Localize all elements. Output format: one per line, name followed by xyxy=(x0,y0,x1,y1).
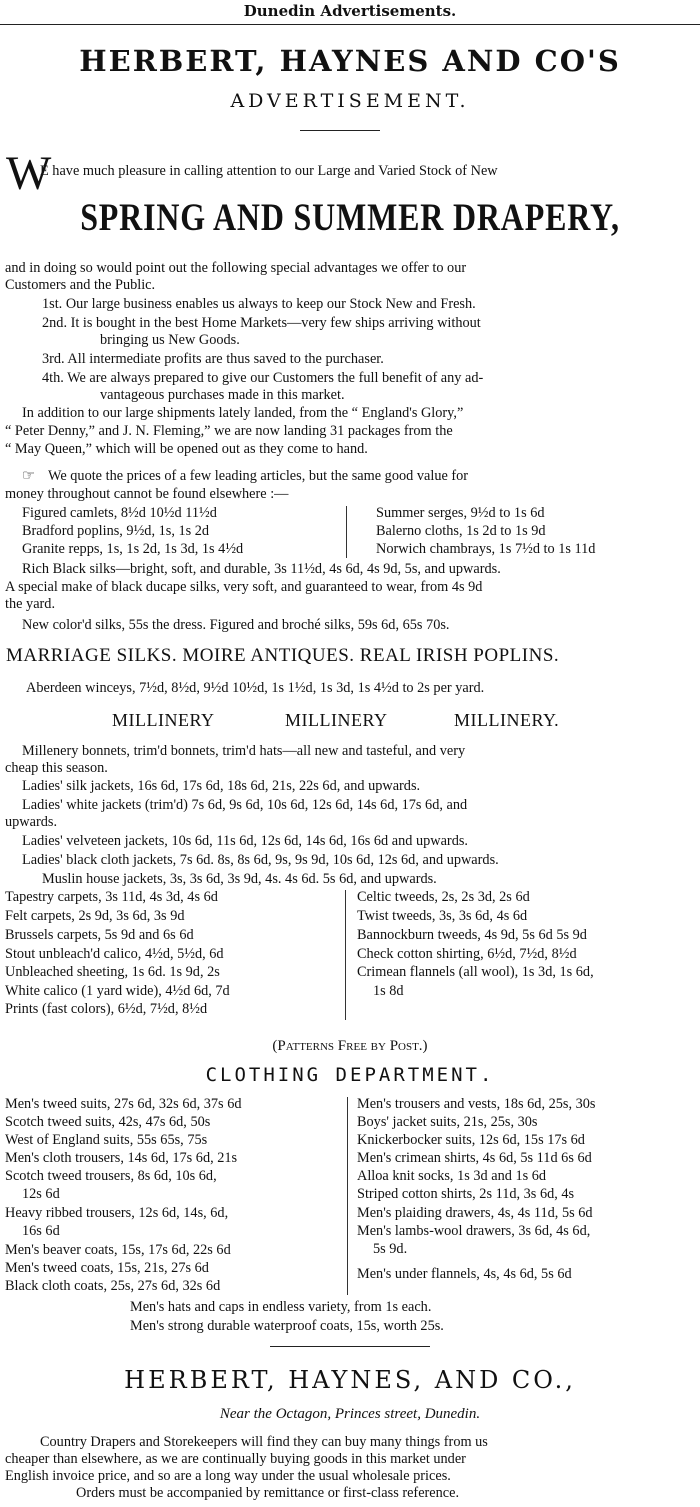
silk-line: A special make of black ducape silks, very soft, and guaranteed to wear, from 4s 9d xyxy=(5,579,483,595)
price-left-item: Bradford poplins, 9½d, 1s, 1s 2d xyxy=(22,523,210,539)
goods-right-item: Check cotton shirting, 6½d, 7½d, 8½d xyxy=(357,946,577,962)
short-rule xyxy=(300,130,380,131)
goods-right-item: Crimean flannels (all wool), 1s 3d, 1s 6d, xyxy=(357,964,594,980)
advertisement-subtitle: ADVERTISEMENT. xyxy=(230,90,470,112)
silk-line: New color'd silks, 55s the dress. Figured and broché silks, 59s 6d, 65s 70s. xyxy=(22,617,450,633)
silk-heading: MARRIAGE SILKS. MOIRE ANTIQUES. REAL IRISH POPLINS. xyxy=(6,645,560,666)
goods-right-item: Bannockburn tweeds, 4s 9d, 5s 6d 5s 9d xyxy=(357,927,587,943)
clothing-left-item: Scotch tweed suits, 42s, 47s 6d, 50s xyxy=(5,1114,211,1130)
footer-line: Country Drapers and Storekeepers will find they can buy many things from us xyxy=(40,1434,488,1450)
clothing-left-item: Men's cloth trousers, 14s 6d, 17s 6d, 21s xyxy=(5,1150,238,1166)
millinery-line: Ladies' white jackets (trim'd) 7s 6d, 9s 6d, 10s 6d, 12s 6d, 14s 6d, 17s 6d, and xyxy=(22,797,468,813)
goods-left-item: Brussels carpets, 5s 9d and 6s 6d xyxy=(5,927,194,943)
hats-line: Men's hats and caps in endless variety, from 1s each. xyxy=(130,1299,432,1315)
column-divider xyxy=(345,890,346,1020)
clothing-left-item: 12s 6d xyxy=(22,1186,60,1202)
clothing-right-item: Knickerbocker suits, 12s 6d, 15s 17s 6d xyxy=(357,1132,585,1148)
point-item: 1st. Our large business enables us always to keep our Stock New and Fresh. xyxy=(42,296,476,312)
column-divider xyxy=(346,506,347,558)
clothing-right-item: Men's lambs-wool drawers, 3s 6d, 4s 6d, xyxy=(357,1223,591,1239)
millinery-line: Ladies' velveteen jackets, 10s 6d, 11s 6d, 12s 6d, 14s 6d, 16s 6d and upwards. xyxy=(22,833,468,849)
shipment-line: “ May Queen,” which will be opened out as they come to hand. xyxy=(5,441,368,457)
winceys-line: Aberdeen winceys, 7½d, 8½d, 9½d 10½d, 1s 1½d, 1s 3d, 1s 4½d to 2s per yard. xyxy=(26,680,485,696)
clothing-left-item: West of England suits, 55s 65s, 75s xyxy=(5,1132,208,1148)
header-rule xyxy=(0,24,700,25)
millinery-line: Ladies' silk jackets, 16s 6d, 17s 6d, 18s 6d, 21s, 22s 6d, and upwards. xyxy=(22,778,421,794)
clothing-left-item: Men's beaver coats, 15s, 17s 6d, 22s 6d xyxy=(5,1242,231,1258)
intro-line: E have much pleasure in calling attention to our Large and Varied Stock of New xyxy=(40,163,498,179)
goods-right-item: Celtic tweeds, 2s, 2s 3d, 2s 6d xyxy=(357,889,530,905)
price-left-item: Granite repps, 1s, 1s 2d, 1s 3d, 1s 4½d xyxy=(22,541,244,557)
point-item: 4th. We are always prepared to give our Customers the full benefit of any ad- xyxy=(42,370,484,386)
goods-left-item: Stout unbleach'd calico, 4½d, 5½d, 6d xyxy=(5,946,224,962)
point-item: 3rd. All intermediate profits are thus saved to the purchaser. xyxy=(42,351,384,367)
goods-left-item: Unbleached sheeting, 1s 6d. 1s 9d, 2s xyxy=(5,964,220,980)
intro-line: and in doing so would point out the following special advantages we offer to our xyxy=(5,260,467,276)
millinery-heading: MILLINERY xyxy=(285,710,388,730)
clothing-right-item: 5s 9d. xyxy=(373,1241,408,1257)
point-item: 2nd. It is bought in the best Home Markets—very few ships arriving without xyxy=(42,315,481,331)
headline: SPRING AND SUMMER DRAPERY, xyxy=(80,196,620,239)
silk-line: the yard. xyxy=(5,596,56,612)
clothing-left-item: Heavy ribbed trousers, 12s 6d, 14s, 6d, xyxy=(5,1205,229,1221)
goods-right-item: 1s 8d xyxy=(373,983,404,999)
goods-left-item: White calico (1 yard wide), 4½d 6d, 7d xyxy=(5,983,230,999)
goods-left-item: Tapestry carpets, 3s 11d, 4s 3d, 4s 6d xyxy=(5,889,218,905)
footer-line: cheaper than elsewhere, as we are continually buying goods in this market under xyxy=(5,1451,466,1467)
point-item: vantageous purchases made in this market. xyxy=(100,387,345,403)
clothing-heading: CLOTHING DEPARTMENT. xyxy=(205,1064,495,1086)
patterns-note: (Patterns Free by Post.) xyxy=(272,1038,428,1054)
millinery-line: Muslin house jackets, 3s, 3s 6d, 3s 9d, 4s. 4s 6d. 5s 6d, and upwards. xyxy=(42,871,437,887)
goods-right-item: Twist tweeds, 3s, 3s 6d, 4s 6d xyxy=(357,908,528,924)
goods-left-item: Prints (fast colors), 6½d, 7½d, 8½d xyxy=(5,1001,208,1017)
clothing-right-item: Boys' jacket suits, 21s, 25s, 30s xyxy=(357,1114,538,1130)
intro-line: Customers and the Public. xyxy=(5,277,156,293)
pointing-hand-icon: ☞ xyxy=(22,468,35,484)
clothing-right-item: Striped cotton shirts, 2s 11d, 3s 6d, 4s xyxy=(357,1186,575,1202)
footer-line: English invoice price, and so are a long way under the usual wholesale prices. xyxy=(5,1468,451,1484)
firm-name: HERBERT, HAYNES AND CO'S xyxy=(79,44,621,78)
silk-line: Rich Black silks—bright, soft, and durable, 3s 11½d, 4s 6d, 4s 9d, 5s, and upwards. xyxy=(22,561,501,577)
price-right-item: Summer serges, 9½d to 1s 6d xyxy=(376,505,545,521)
clothing-right-item: Alloa knit socks, 1s 3d and 1s 6d xyxy=(357,1168,547,1184)
column-divider xyxy=(347,1097,348,1295)
millinery-line: Millenery bonnets, trim'd bonnets, trim'd hats—all new and tasteful, and very xyxy=(22,743,466,759)
point-item: bringing us New Goods. xyxy=(100,332,240,348)
clothing-right-item: Men's trousers and vests, 18s 6d, 25s, 30s xyxy=(357,1096,596,1112)
footer-line: Orders must be accompanied by remittance or first-class reference. xyxy=(76,1485,460,1501)
price-left-item: Figured camlets, 8½d 10½d 11½d xyxy=(22,505,217,521)
short-rule xyxy=(270,1346,430,1347)
shipment-line: In addition to our large shipments lately landed, from the “ England's Glory,” xyxy=(22,405,464,421)
clothing-right-item: Men's under flannels, 4s, 4s 6d, 5s 6d xyxy=(357,1266,572,1282)
dropcap: W xyxy=(6,147,52,200)
price-right-item: Norwich chambrays, 1s 7½d to 1s 11d xyxy=(376,541,596,557)
shipment-line: “ Peter Denny,” and J. N. Fleming,” we are now landing 31 packages from the xyxy=(5,423,453,439)
footer-firm-name: HERBERT, HAYNES, AND CO., xyxy=(124,1366,576,1394)
millinery-heading: MILLINERY. xyxy=(454,710,560,730)
goods-left-item: Felt carpets, 2s 9d, 3s 6d, 3s 9d xyxy=(5,908,185,924)
page-header: Dunedin Advertisements. xyxy=(243,2,457,20)
clothing-left-item: Black cloth coats, 25s, 27s 6d, 32s 6d xyxy=(5,1278,221,1294)
price-right-item: Balerno cloths, 1s 2d to 1s 9d xyxy=(376,523,546,539)
clothing-left-item: Men's tweed coats, 15s, 21s, 27s 6d xyxy=(5,1260,209,1276)
clothing-left-item: Scotch tweed trousers, 8s 6d, 10s 6d, xyxy=(5,1168,217,1184)
clothing-right-item: Men's crimean shirts, 4s 6d, 5s 11d 6s 6d xyxy=(357,1150,592,1166)
quote-line: We quote the prices of a few leading articles, but the same good value for xyxy=(48,468,469,484)
footer-address: Near the Octagon, Princes street, Dunedin. xyxy=(219,1406,481,1422)
hats-line: Men's strong durable waterproof coats, 15s, worth 25s. xyxy=(130,1318,444,1334)
millinery-line: cheap this season. xyxy=(5,760,108,776)
clothing-left-item: Men's tweed suits, 27s 6d, 32s 6d, 37s 6d xyxy=(5,1096,242,1112)
quote-line: money throughout cannot be found elsewhere :— xyxy=(5,486,289,502)
millinery-line: Ladies' black cloth jackets, 7s 6d. 8s, 8s 6d, 9s, 9s 9d, 10s 6d, 12s 6d, and upwards. xyxy=(22,852,499,868)
clothing-right-item: Men's plaiding drawers, 4s, 4s 11d, 5s 6d xyxy=(357,1205,593,1221)
clothing-left-item: 16s 6d xyxy=(22,1223,60,1239)
millinery-line: upwards. xyxy=(5,814,58,830)
millinery-heading: MILLINERY xyxy=(112,710,215,730)
